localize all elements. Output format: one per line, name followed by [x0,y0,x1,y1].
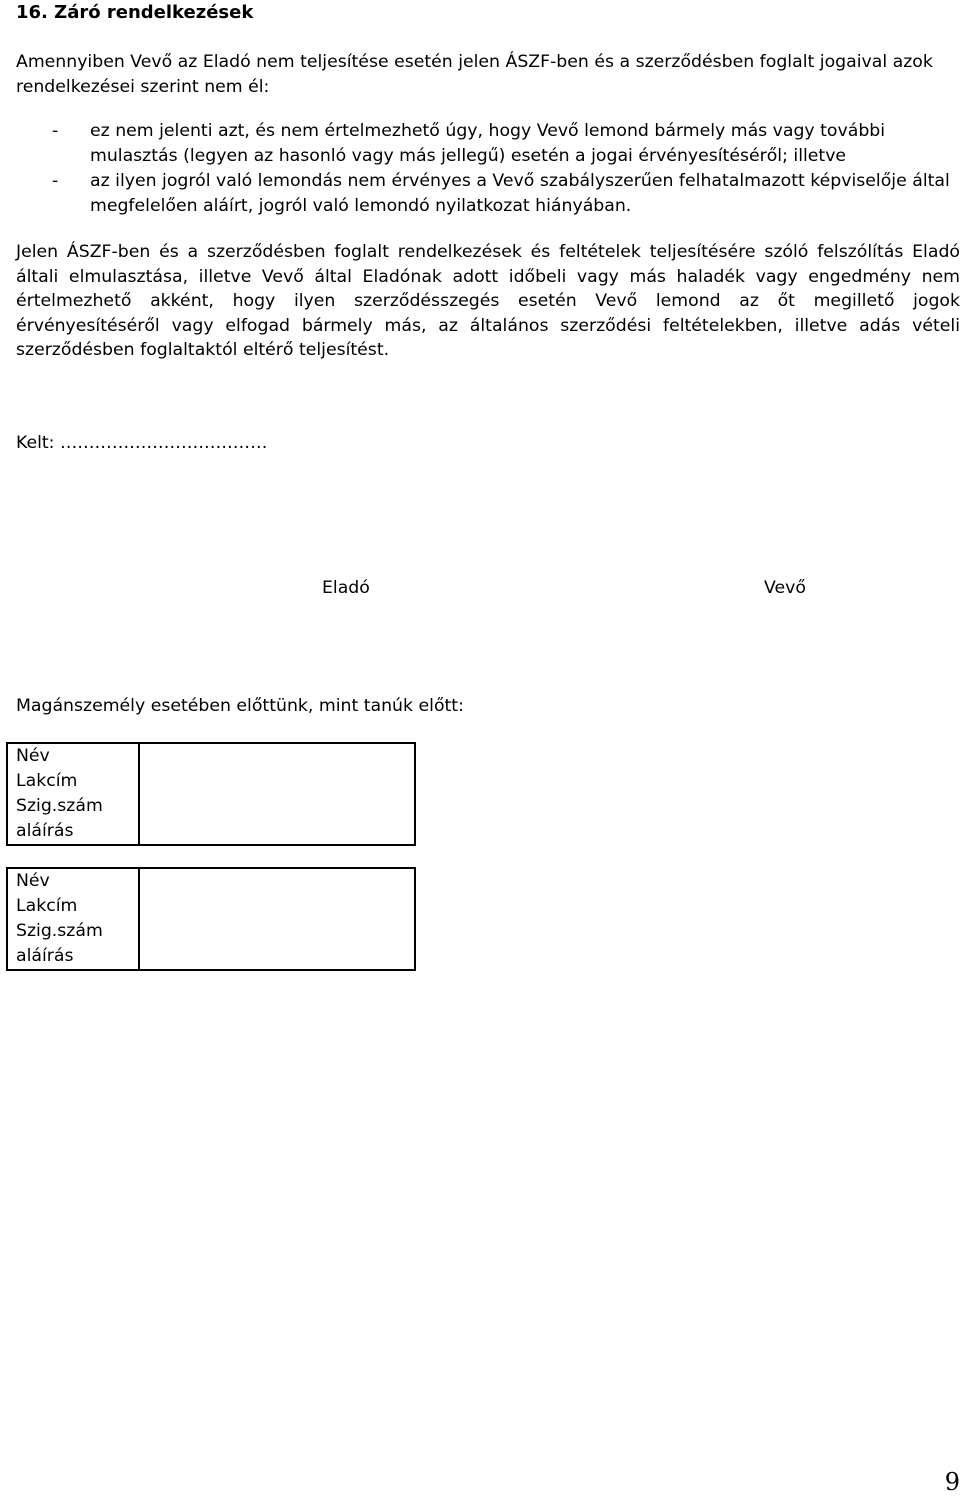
witness-value-field[interactable] [139,868,415,970]
date-line: Kelt: ……………………………… [16,433,268,453]
bullet-text: az ilyen jogról való lemondás nem érvényes a Vevő szabályszerűen felhatalmazott képviselője által megfelelően aláírt, jogról való lemondó nyilatkozat hiányában. [90,171,950,216]
address-label: Lakcím [16,771,78,791]
signature-label: aláírás [16,821,74,841]
witness-intro: Magánszemély esetében előttünk, mint tanúk előtt: [16,696,464,716]
signature-label: aláírás [16,946,74,966]
seller-signature-label: Eladó [322,578,370,598]
list-item [16,119,960,169]
witness-value-field[interactable] [139,743,415,845]
witness-table-1 [6,742,416,846]
section-heading: 16. Záró rendelkezések [16,2,254,23]
witness-table-2 [6,867,416,971]
buyer-signature-label: Vevő [764,578,806,598]
name-label: Név [16,746,50,766]
body-paragraph: Jelen ÁSZF-ben és a szerződésben foglalt rendelkezések és feltételek teljesítésére szóló felszólítás Eladó általi elmulasztása, illetve Vevő által Eladónak adott időbeli vagy más haladék vagy engedmény nem értelmezhető akként, hogy ilyen szerződésszegés esetén Vevő lemond az őt megillető jogok érvényesítéséről vagy elfogad bármely más, az általános szerződési feltételekben, illetve adás vételi szerződésben foglaltaktól eltérő teljesítést. [16,242,960,360]
intro-paragraph: Amennyiben Vevő az Eladó nem teljesítése esetén jelen ÁSZF-ben és a szerződésben foglalt jogaival azok rendelkezései szerint nem él: [16,52,933,97]
id-number-label: Szig.szám [16,921,103,941]
bullet-list [16,119,960,219]
bullet-text: ez nem jelenti azt, és nem értelmezhető úgy, hogy Vevő lemond bármely más vagy további mulasztás (legyen az hasonló vagy más jellegű) esetén a jogai érvényesítéséről; illetve [90,121,886,166]
bullet-dash: - [52,121,59,141]
list-item [16,169,960,219]
witness-labels [7,743,139,845]
id-number-label: Szig.szám [16,796,103,816]
page-number: 9 [944,1468,960,1496]
address-label: Lakcím [16,896,78,916]
witness-labels [7,868,139,970]
name-label: Név [16,871,50,891]
bullet-dash: - [52,171,59,191]
